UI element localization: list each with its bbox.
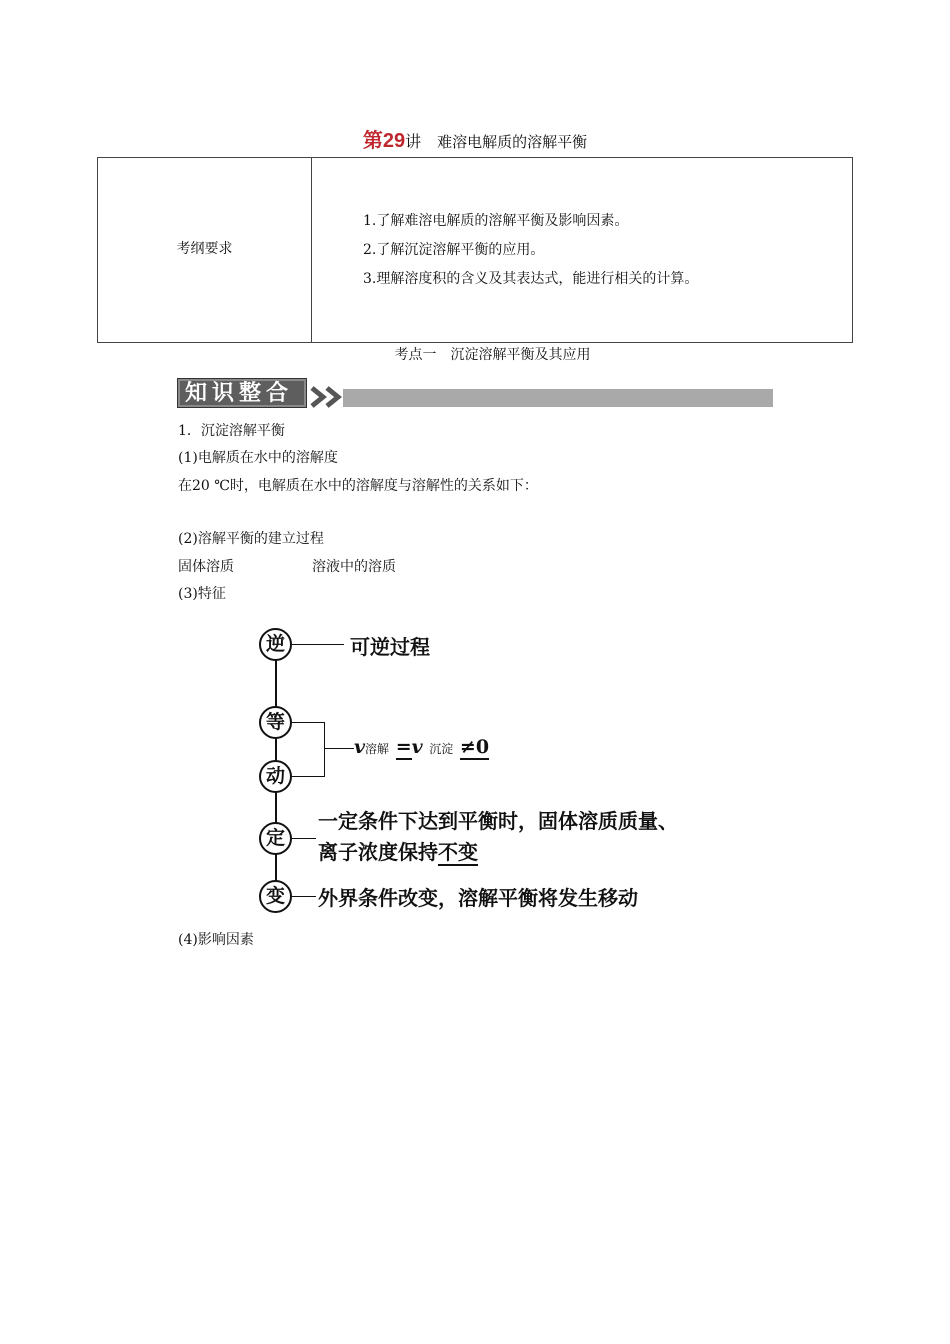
paragraph: (1)电解质在水中的溶解度 (178, 450, 338, 466)
double-chevron-icon (310, 386, 344, 408)
lecture-prefix: 第 (362, 128, 383, 152)
characteristics-diagram (250, 620, 750, 920)
rate-symbol: v (411, 736, 423, 758)
node-dong: 动 (259, 760, 292, 793)
knowledge-banner (177, 378, 773, 410)
paragraph-left: 固体溶质 (178, 559, 234, 575)
banner-bar (343, 389, 773, 407)
node-bian: 变 (259, 880, 292, 913)
equals-sign: = (395, 736, 412, 758)
bian-text: 外界条件改变，溶解平衡将发生移动 (318, 886, 638, 910)
bracket-bottom (292, 776, 325, 777)
ni-text: 可逆过程 (350, 635, 430, 659)
requirements-table (97, 157, 853, 343)
lecture-suffix: 讲 (405, 132, 422, 151)
connector (292, 838, 316, 839)
table-divider (311, 158, 312, 342)
page-title (0, 124, 950, 153)
bracket-arm (324, 748, 354, 749)
paragraph-right: 溶液中的溶质 (312, 559, 396, 575)
paragraph: (3)特征 (178, 586, 226, 602)
requirement-item: 3.理解溶度积的含义及其表达式，能进行相关的计算。 (363, 271, 699, 287)
paragraph: (4)影响因素 (178, 932, 254, 948)
connector (292, 644, 344, 645)
rate-subscript: 沉淀 (429, 742, 454, 756)
requirements-label: 考纲要求 (176, 241, 233, 257)
ding-text-line2 (318, 836, 478, 865)
requirement-item: 1.了解难溶电解质的溶解平衡及影响因素。 (363, 213, 629, 229)
connector (292, 896, 316, 897)
section-heading: 考点一 沉淀溶解平衡及其应用 (394, 347, 591, 363)
ding-text-line1: 一定条件下达到平衡时，固体溶质质量、 (318, 809, 678, 833)
rate-symbol: v (354, 736, 366, 758)
paragraph: 在20 ℃时，电解质在水中的溶解度与溶解性的关系如下： (178, 478, 538, 494)
ding-text-underlined: 不变 (438, 840, 478, 864)
bracket-side (324, 722, 325, 777)
bracket-top (292, 722, 325, 723)
lecture-title: 难溶电解质的溶解平衡 (437, 133, 588, 151)
lecture-number: 29 (382, 130, 406, 152)
node-deng: 等 (259, 706, 292, 739)
not-equal-zero: ≠0 (459, 736, 490, 758)
node-ding: 定 (259, 822, 292, 855)
rate-equality-formula (354, 736, 489, 758)
ding-text-part: 离子浓度保持 (318, 840, 438, 864)
requirement-item: 2.了解沉淀溶解平衡的应用。 (363, 242, 545, 258)
banner-label: 知识整合 (177, 378, 307, 408)
rate-subscript: 溶解 (365, 742, 390, 756)
node-ni: 逆 (259, 628, 292, 661)
heading-1: 1．沉淀溶解平衡 (178, 423, 285, 439)
paragraph: (2)溶解平衡的建立过程 (178, 531, 324, 547)
requirements-list (363, 207, 698, 294)
